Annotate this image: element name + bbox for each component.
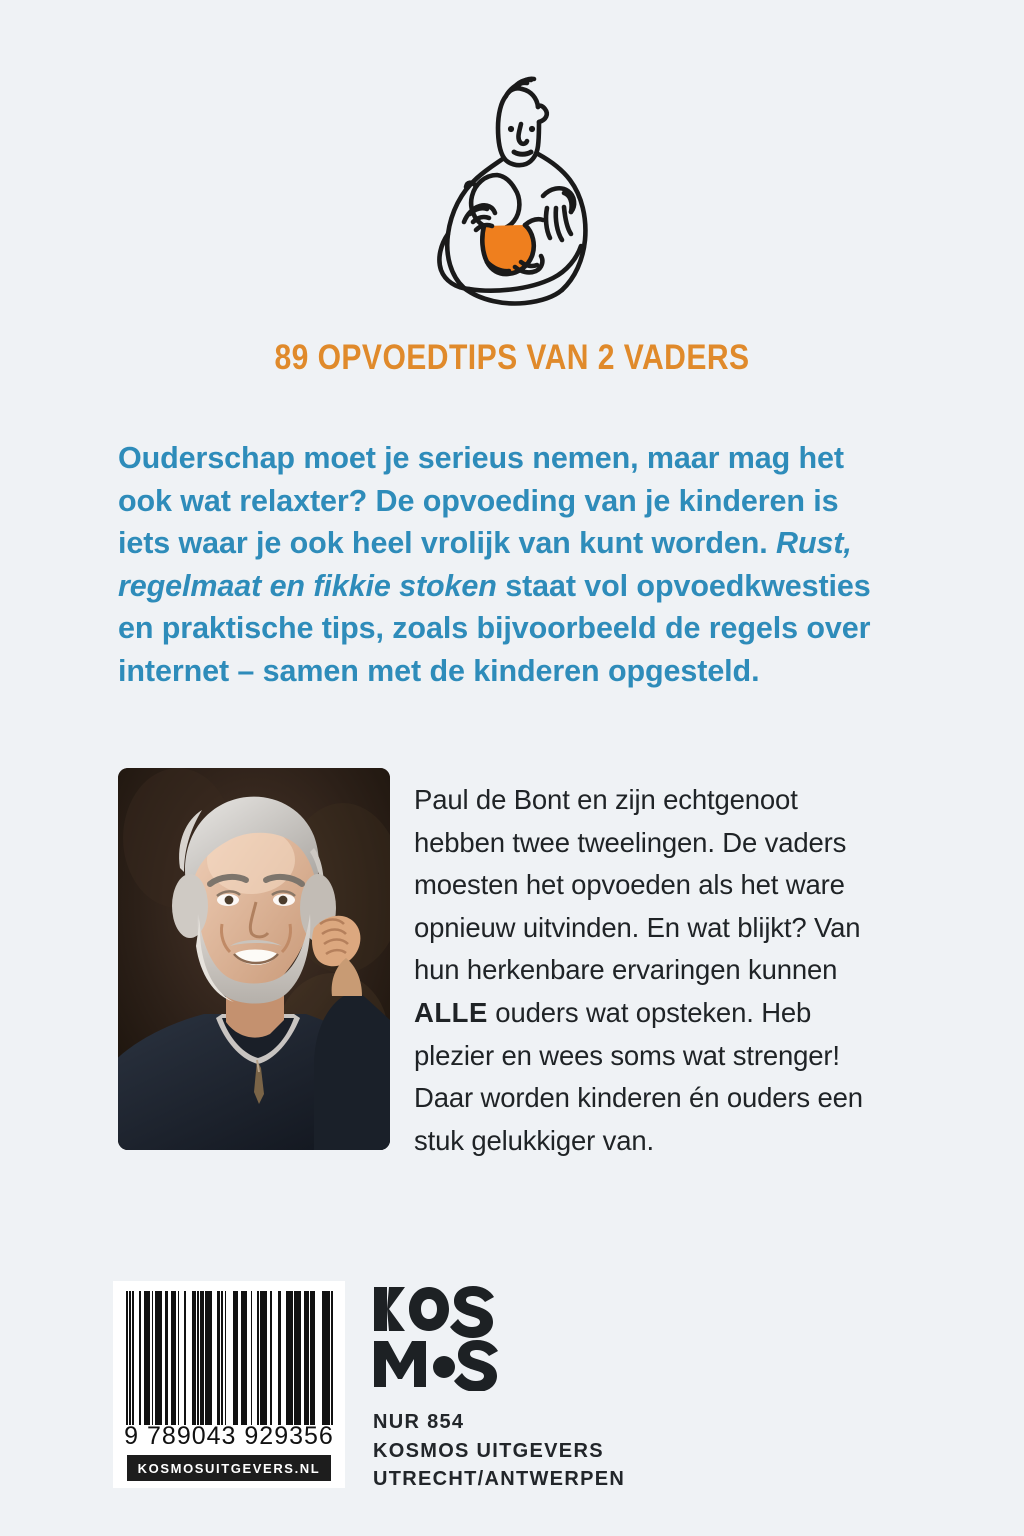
author-photo — [118, 768, 390, 1150]
book-title-italic: Rust, regelmaat en fikkie stoken — [118, 526, 852, 603]
author-bio-emphasis: ALLE — [414, 996, 488, 1028]
author-portrait-image — [118, 768, 390, 1150]
blurb-paragraph — [118, 437, 888, 692]
page-headline: 89 OPVOEDTIPS VAN 2 VADERS — [274, 338, 750, 377]
barcode-panel — [113, 1281, 345, 1488]
blurb-text-part1: Ouderschap moet je serieus nemen, maar mag het ook wat relaxter? De opvoeding van je kinderen is iets waar je ook heel vrolijk van kunt worden. — [118, 441, 844, 560]
blurb-text-part2: staat vol opvoedkwesties en praktische tips, zoals bijvoorbeeld de regels over internet – samen met de kinderen opgesteld. — [118, 568, 871, 688]
publisher-name: KOSMOS UITGEVERS — [373, 1439, 604, 1462]
publisher-cities: UTRECHT/ANTWERPEN — [373, 1468, 626, 1490]
nur-code: NUR 854 — [373, 1411, 465, 1433]
isbn-barcode — [126, 1291, 333, 1425]
author-bio — [414, 779, 894, 1162]
publisher-website-label: KOSMOSUITGEVERS.NL — [127, 1455, 331, 1481]
kosmos-logo — [372, 1283, 502, 1391]
isbn-number: 9 789043 929356 — [124, 1422, 334, 1450]
author-bio-part2: ouders wat opsteken. Heb plezier en wees soms wat strenger! Daar worden kinderen én ouders een stuk gelukkiger van. — [414, 996, 863, 1156]
father-holding-baby-illustration — [409, 62, 615, 306]
imprint-block — [373, 1408, 625, 1494]
author-bio-part1: Paul de Bont en zijn echtgenoot hebben twee tweelingen. De vaders moesten het opvoeden als het ware opnieuw uitvinden. En wat blijkt? Van hun herkenbare ervaringen kunnen — [414, 784, 861, 986]
kosmos-logo-mark — [372, 1283, 502, 1391]
illustration-container — [0, 62, 1024, 306]
